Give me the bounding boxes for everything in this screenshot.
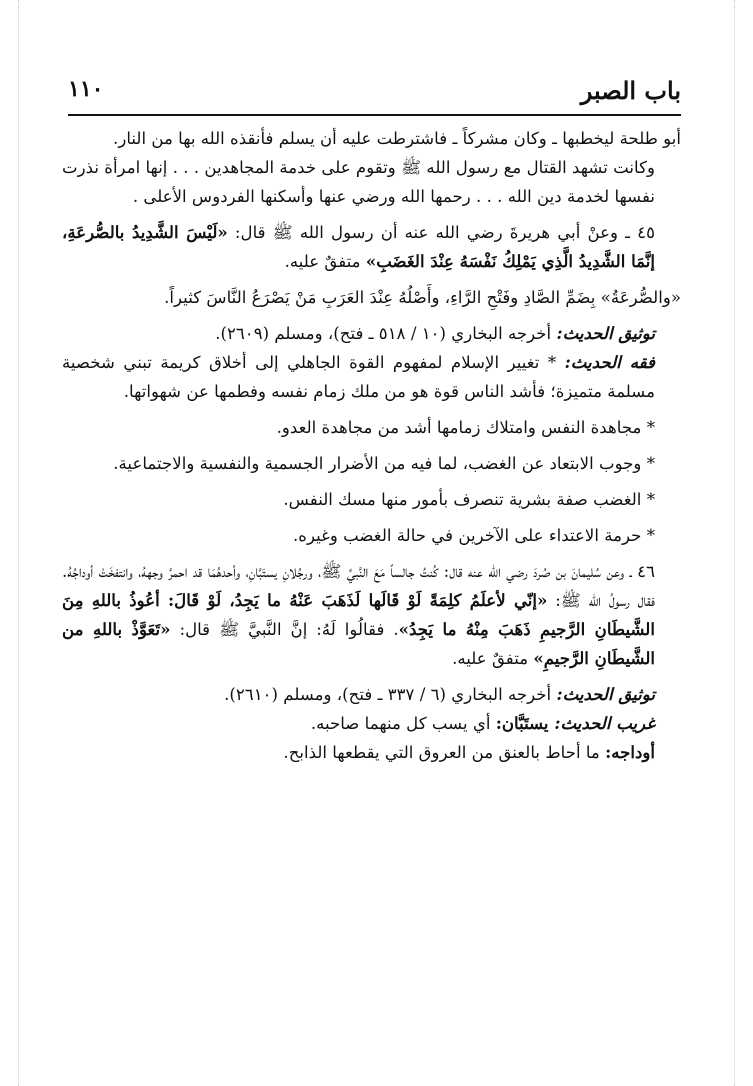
takhrij-text: أخرجه البخاري (٦ / ٣٣٧ ـ فتح)، ومسلم (٢٦١٠). (224, 685, 557, 704)
header-rule (68, 114, 681, 116)
hadith-46-mid: . فقالُوا لَهُ: إنَّ النَّبيَّ ﷺ قال: (170, 620, 399, 639)
awdaj-text: ما أحاط بالعنق من العروق التي يقطعها الذابح. (283, 743, 606, 762)
takhrij-label: توثيق الحديث: (556, 684, 655, 704)
hadith-45-fiqh (62, 348, 681, 406)
paragraph-2: وكانت تشهد القتال مع رسول الله ﷺ وتقوم على خدمة المجاهدين . . . إنها امرأة نذرت نفسها لخدمة دين الله . . . رحمها الله ورضي عنها وأسكنها الفردوس الأعلى . (62, 158, 655, 206)
hadith-46-quote-1: «إنّي لأعلَمُ كلِمَةً لَوْ قَالَها لَذَهَبَ عَنْهُ ما يَجِدُ، لَوْ قَالَ: أعُوذُ باللهِ مِنَ الشَّيطَانِ الرَّجيمِ ذَهَبَ مِنْهُ ما يَجِدُ» (62, 590, 655, 639)
hadith-45-tail: متفقٌ عليه. (284, 252, 366, 271)
hadith-45-intro: ٤٥ ـ وعنْ أبي هريرةَ رضي الله عنه أن رسول الله ﷺ قال: (227, 223, 655, 242)
hadith-46 (62, 557, 681, 673)
awdaj-label: أوداجه: (605, 742, 655, 762)
gharib-label: غريب الحديث: (554, 713, 655, 733)
chapter-title: باب الصبر (580, 76, 681, 105)
hadith-46-tail: متفقٌ عليه. (452, 649, 534, 668)
hadith-45 (62, 218, 681, 276)
takhrij-text: أخرجه البخاري (١٠ / ٥١٨ ـ فتح)، ومسلم (٢٦٠٩). (215, 324, 557, 343)
page-number: ١١٠ (68, 76, 104, 102)
page-body (62, 124, 681, 767)
fiqh-bullet: * وجوب الابتعاد عن الغضب، لما فيه من الأضرار الجسمية والنفسية والاجتماعية. (113, 454, 655, 473)
paragraph-1: أبو طلحة ليخطبها ـ وكان مشركاً ـ فاشترطت عليه أن يسلم فأنقذه الله بها من النار. (113, 129, 681, 148)
hadith-46-gharib (62, 709, 681, 738)
fiqh-bullet: * مجاهدة النفس وامتلاك زمامها أشد من مجاهدة العدو. (276, 418, 655, 437)
hadith-45-quote: «لَيْسَ الشَّدِيدُ بالصُّرعَةِ، إنَّمَا الشَّدِيدُ الَّذِي يَمْلِكُ نَفْسَهُ عِنْدَ الغَضَبِ» (62, 222, 655, 271)
hadith-46-intro: ٤٦ ـ وعن سُليمانَ بن صُردَ رضي الله عنه قال: كُنتُ جالساً مَعَ النَّبيِّ ﷺ، ورجُلانِ يستَبَّانِ، وأحدهُمَا قد احمرَّ وجههُ، وانتفخَتْ أوداجُهُ. فقال رسولُ الله ﷺ: (62, 562, 656, 610)
hadith-45-takhrij (62, 319, 681, 348)
hadith-46-awdaj (62, 738, 681, 767)
hadith-46-takhrij (62, 680, 681, 709)
scan-edge-left (18, 0, 19, 1086)
fiqh-bullet: * الغضب صفة بشرية تنصرف بأمور منها مسك النفس. (283, 490, 655, 509)
hadith-45-note: «والصُّرعَةُ» بِضَمِّ الصَّادِ وفَتْحِ الرَّاءِ، وأَصْلُهُ عِنْدَ العَرَبِ مَنْ يَصْرَعُ النَّاسَ كثيراً. (164, 288, 681, 307)
fiqh-text: * تغيير الإسلام لمفهوم القوة الجاهلي إلى أخلاق كريمة تبني شخصية مسلمة متميزة؛ فأشد الناس قوة هو من ملك زمام نفسه وفطمها عن شهواتها. (62, 353, 655, 401)
fiqh-label: فقه الحديث: (564, 352, 655, 372)
page-header (68, 72, 681, 112)
gharib-word: يستَبَّان: (495, 713, 555, 733)
scan-edge-right (734, 0, 735, 1086)
fiqh-bullet: * حرمة الاعتداء على الآخرين في حالة الغضب وغيره. (293, 526, 655, 545)
gharib-text: أي يسب كل منهما صاحبه. (310, 714, 496, 733)
takhrij-label: توثيق الحديث: (556, 323, 655, 343)
hadith-46-quote-2: «تَعَوَّذْ باللهِ من الشَّيطَانِ الرَّجيمِ» (62, 619, 655, 668)
